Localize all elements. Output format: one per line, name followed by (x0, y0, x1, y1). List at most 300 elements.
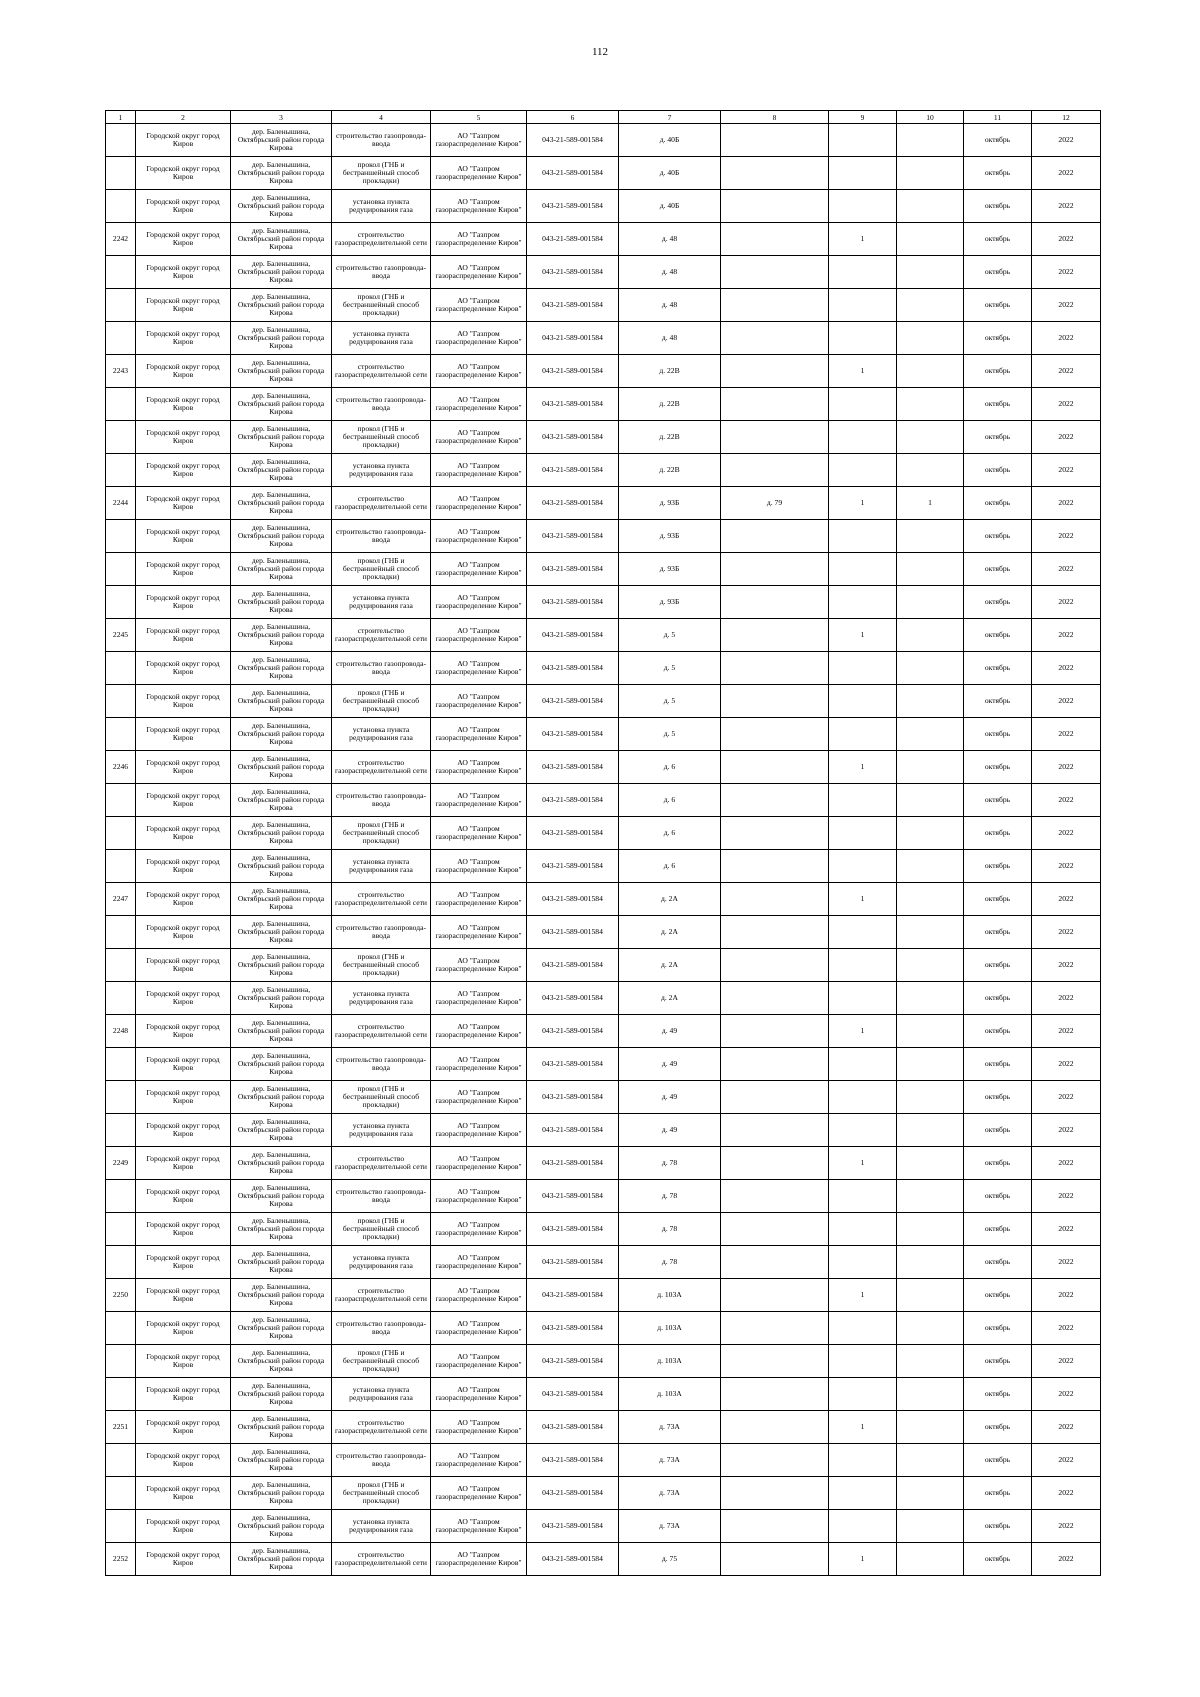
organization-cell (431, 883, 527, 916)
table-row (106, 1378, 1101, 1411)
location-cell-text: дер. Баленышина, Октябрьский район города Кирова (237, 1217, 325, 1241)
location-cell (231, 817, 332, 850)
month-cell-text: октябрь (984, 1060, 1011, 1068)
district-cell (136, 256, 231, 289)
code-cell-text: 043-21-589-001584 (542, 367, 603, 375)
district-cell (136, 784, 231, 817)
organization-cell-text: АО "Газпром газораспределение Киров" (435, 792, 522, 808)
col9-cell (829, 619, 897, 652)
house-cell-text: д. 78 (661, 1258, 678, 1266)
col10-cell (897, 652, 964, 685)
month-cell-text: октябрь (984, 169, 1011, 177)
district-cell-text: Городской округ город Киров (146, 1386, 220, 1402)
district-cell-text: Городской округ город Киров (146, 660, 220, 676)
work-type-cell (332, 586, 431, 619)
col9-cell (829, 388, 897, 421)
row-number-cell-text: 2249 (112, 1159, 129, 1167)
month-cell (964, 916, 1032, 949)
house-cell (619, 586, 721, 619)
location-cell-text: дер. Баленышина, Октябрьский район города Кирова (237, 392, 325, 416)
col8-cell (721, 454, 829, 487)
code-cell (527, 982, 619, 1015)
location-cell-text: дер. Баленышина, Октябрьский район города Кирова (237, 1448, 325, 1472)
work-type-cell (332, 190, 431, 223)
work-type-cell-text: строительство газопровода-ввода (335, 132, 427, 148)
house-cell (619, 1246, 721, 1279)
house-cell-text: д. 103А (657, 1357, 682, 1365)
organization-cell (431, 652, 527, 685)
col8-cell (721, 289, 829, 322)
organization-cell (431, 949, 527, 982)
month-cell-text: октябрь (984, 1522, 1011, 1530)
row-number-cell (106, 157, 136, 190)
organization-cell-text: АО "Газпром газораспределение Киров" (435, 627, 522, 643)
district-cell (136, 586, 231, 619)
code-cell-text: 043-21-589-001584 (542, 1357, 603, 1365)
year-cell-text: 2022 (1058, 565, 1074, 573)
district-cell-text: Городской округ город Киров (146, 528, 220, 544)
month-cell-text: октябрь (984, 1390, 1011, 1398)
table-header (106, 111, 1101, 124)
code-cell-text: 043-21-589-001584 (542, 730, 603, 738)
table-row (106, 1477, 1101, 1510)
col10-cell (897, 850, 964, 883)
organization-cell-text: АО "Газпром газораспределение Киров" (435, 594, 522, 610)
column-header: 2 (136, 111, 231, 124)
code-cell (527, 190, 619, 223)
work-type-cell-text: строительство газопровода-ввода (335, 1452, 427, 1468)
code-cell (527, 1279, 619, 1312)
month-cell-text: октябрь (984, 1555, 1011, 1563)
house-cell (619, 1543, 721, 1576)
year-cell (1032, 322, 1101, 355)
year-cell (1032, 586, 1101, 619)
code-cell-text: 043-21-589-001584 (542, 994, 603, 1002)
organization-cell-text: АО "Газпром газораспределение Киров" (435, 1287, 522, 1303)
location-cell (231, 982, 332, 1015)
location-cell-text: дер. Баленышина, Октябрьский район города Кирова (237, 260, 325, 284)
row-number-cell (106, 718, 136, 751)
district-cell (136, 157, 231, 190)
col10-cell (897, 982, 964, 1015)
district-cell (136, 223, 231, 256)
col8-cell (721, 1543, 829, 1576)
house-cell-text: д. 93Б (659, 598, 680, 606)
row-number-cell-text: 2247 (112, 895, 129, 903)
location-cell-text: дер. Баленышина, Октябрьский район города Кирова (237, 359, 325, 383)
code-cell (527, 355, 619, 388)
code-cell (527, 1510, 619, 1543)
year-cell-text: 2022 (1058, 136, 1074, 144)
code-cell-text: 043-21-589-001584 (542, 631, 603, 639)
month-cell (964, 487, 1032, 520)
district-cell-text: Городской округ город Киров (146, 231, 220, 247)
col10-cell (897, 289, 964, 322)
code-cell-text: 043-21-589-001584 (542, 1555, 603, 1563)
work-type-cell (332, 1114, 431, 1147)
work-type-cell (332, 1147, 431, 1180)
work-type-cell-text: строительство газопровода-ввода (335, 792, 427, 808)
work-type-cell-text: строительство газораспределительной сети (335, 495, 427, 511)
district-cell (136, 1147, 231, 1180)
col9-cell (829, 1180, 897, 1213)
house-cell (619, 1510, 721, 1543)
work-type-cell-text: установка пункта редуцирования газа (349, 1386, 413, 1402)
organization-cell (431, 751, 527, 784)
house-cell (619, 124, 721, 157)
location-cell-text: дер. Баленышина, Октябрьский район города Кирова (237, 491, 325, 515)
row-number-cell (106, 322, 136, 355)
work-type-cell-text: прокол (ГНБ и бестраншейный способ прокладки) (342, 953, 420, 977)
organization-cell-text: АО "Газпром газораспределение Киров" (435, 1452, 522, 1468)
organization-cell (431, 1411, 527, 1444)
house-cell (619, 982, 721, 1015)
district-cell (136, 454, 231, 487)
col10-cell (897, 223, 964, 256)
col10-cell (897, 1411, 964, 1444)
row-number-cell-text: 2243 (112, 367, 129, 375)
row-number-cell (106, 652, 136, 685)
col8-cell (721, 685, 829, 718)
house-cell (619, 1114, 721, 1147)
code-cell-text: 043-21-589-001584 (542, 1225, 603, 1233)
work-type-cell (332, 685, 431, 718)
work-type-cell (332, 916, 431, 949)
col9-cell (829, 850, 897, 883)
col9-cell (829, 949, 897, 982)
organization-cell (431, 784, 527, 817)
col8-cell (721, 586, 829, 619)
location-cell-text: дер. Баленышина, Октябрьский район города Кирова (237, 1283, 325, 1307)
col8-cell (721, 1081, 829, 1114)
code-cell-text: 043-21-589-001584 (542, 763, 603, 771)
district-cell (136, 289, 231, 322)
row-number-cell (106, 685, 136, 718)
location-cell-text: дер. Баленышина, Октябрьский район города Кирова (237, 689, 325, 713)
location-cell (231, 784, 332, 817)
work-type-cell (332, 817, 431, 850)
organization-cell (431, 421, 527, 454)
year-cell (1032, 289, 1101, 322)
code-cell-text: 043-21-589-001584 (542, 1423, 603, 1431)
row-number-cell (106, 223, 136, 256)
col9-cell (829, 256, 897, 289)
organization-cell-text: АО "Газпром газораспределение Киров" (435, 396, 522, 412)
month-cell-text: октябрь (984, 928, 1011, 936)
district-cell-text: Городской округ город Киров (146, 1056, 220, 1072)
code-cell-text: 043-21-589-001584 (542, 268, 603, 276)
row-number-cell (106, 1477, 136, 1510)
location-cell-text: дер. Баленышина, Октябрьский район города Кирова (237, 755, 325, 779)
house-cell-text: д. 48 (661, 268, 678, 276)
col9-cell (829, 817, 897, 850)
organization-cell-text: АО "Газпром газораспределение Киров" (435, 165, 522, 181)
col10-cell (897, 421, 964, 454)
row-number-cell (106, 520, 136, 553)
district-cell-text: Городской округ город Киров (146, 1419, 220, 1435)
house-cell-text: д. 78 (661, 1225, 678, 1233)
work-type-cell (332, 718, 431, 751)
organization-cell-text: АО "Газпром газораспределение Киров" (435, 363, 522, 379)
code-cell-text: 043-21-589-001584 (542, 169, 603, 177)
house-cell-text: д. 49 (661, 1093, 678, 1101)
column-header: 6 (527, 111, 619, 124)
year-cell (1032, 1081, 1101, 1114)
house-cell (619, 553, 721, 586)
organization-cell (431, 586, 527, 619)
location-cell (231, 157, 332, 190)
table-row (106, 883, 1101, 916)
work-type-cell-text: строительство газораспределительной сети (335, 1551, 427, 1567)
code-cell-text: 043-21-589-001584 (542, 598, 603, 606)
work-type-cell (332, 421, 431, 454)
col8-cell (721, 1114, 829, 1147)
organization-cell (431, 223, 527, 256)
month-cell (964, 1213, 1032, 1246)
col8-cell (721, 883, 829, 916)
district-cell (136, 1180, 231, 1213)
year-cell-text: 2022 (1058, 1555, 1074, 1563)
house-cell-text: д. 22В (659, 433, 680, 441)
code-cell (527, 1081, 619, 1114)
col9-cell (829, 322, 897, 355)
house-cell-text: д. 49 (661, 1126, 678, 1134)
work-type-cell-text: установка пункта редуцирования газа (349, 330, 413, 346)
row-number-cell-text: 2242 (112, 235, 129, 243)
work-type-cell (332, 1081, 431, 1114)
district-cell (136, 487, 231, 520)
work-type-cell (332, 1411, 431, 1444)
col9-cell-text: 1 (860, 1291, 865, 1299)
col10-cell (897, 1477, 964, 1510)
location-cell-text: дер. Баленышина, Октябрьский район города Кирова (237, 590, 325, 614)
location-cell-text: дер. Баленышина, Октябрьский район города Кирова (237, 1250, 325, 1274)
location-cell-text: дер. Баленышина, Октябрьский район города Кирова (237, 1514, 325, 1538)
location-cell-text: дер. Баленышина, Октябрьский район города Кирова (237, 1019, 325, 1043)
col9-cell (829, 520, 897, 553)
district-cell-text: Городской округ город Киров (146, 132, 220, 148)
col8-cell (721, 223, 829, 256)
year-cell-text: 2022 (1058, 631, 1074, 639)
month-cell-text: октябрь (984, 994, 1011, 1002)
month-cell-text: октябрь (984, 631, 1011, 639)
organization-cell-text: АО "Газпром газораспределение Киров" (435, 528, 522, 544)
work-type-cell-text: установка пункта редуцирования газа (349, 726, 413, 742)
month-cell (964, 850, 1032, 883)
year-cell (1032, 487, 1101, 520)
organization-cell-text: АО "Газпром газораспределение Киров" (435, 759, 522, 775)
code-cell-text: 043-21-589-001584 (542, 862, 603, 870)
organization-cell (431, 1543, 527, 1576)
row-number-cell (106, 586, 136, 619)
location-cell-text: дер. Баленышина, Октябрьский район города Кирова (237, 425, 325, 449)
month-cell (964, 1246, 1032, 1279)
row-number-cell-text: 2248 (112, 1027, 129, 1035)
col10-cell (897, 619, 964, 652)
col10-cell (897, 256, 964, 289)
district-cell (136, 1510, 231, 1543)
work-type-cell (332, 1477, 431, 1510)
col10-cell (897, 1147, 964, 1180)
house-cell-text: д. 5 (663, 631, 676, 639)
col9-cell (829, 982, 897, 1015)
district-cell (136, 1312, 231, 1345)
table-row (106, 1213, 1101, 1246)
work-type-cell-text: строительство газопровода-ввода (335, 264, 427, 280)
district-cell-text: Городской округ город Киров (146, 825, 220, 841)
register-table (105, 110, 1101, 1576)
year-cell (1032, 1147, 1101, 1180)
house-cell-text: д. 5 (663, 730, 676, 738)
code-cell-text: 043-21-589-001584 (542, 202, 603, 210)
organization-cell-text: АО "Газпром газораспределение Киров" (435, 1518, 522, 1534)
month-cell (964, 1048, 1032, 1081)
organization-cell-text: АО "Газпром газораспределение Киров" (435, 330, 522, 346)
col10-cell (897, 553, 964, 586)
work-type-cell (332, 1378, 431, 1411)
year-cell-text: 2022 (1058, 1192, 1074, 1200)
row-number-cell (106, 487, 136, 520)
location-cell-text: дер. Баленышина, Октябрьский район города Кирова (237, 128, 325, 152)
month-cell-text: октябрь (984, 1192, 1011, 1200)
col9-cell (829, 124, 897, 157)
col9-cell (829, 1312, 897, 1345)
month-cell-text: октябрь (984, 202, 1011, 210)
year-cell (1032, 1312, 1101, 1345)
month-cell (964, 1477, 1032, 1510)
location-cell-text: дер. Баленышина, Октябрьский район города Кирова (237, 1184, 325, 1208)
district-cell (136, 1543, 231, 1576)
code-cell-text: 043-21-589-001584 (542, 697, 603, 705)
year-cell-text: 2022 (1058, 796, 1074, 804)
house-cell-text: д. 78 (661, 1159, 678, 1167)
work-type-cell (332, 223, 431, 256)
district-cell (136, 1378, 231, 1411)
code-cell-text: 043-21-589-001584 (542, 433, 603, 441)
house-cell-text: д. 6 (663, 862, 676, 870)
col9-cell (829, 1048, 897, 1081)
row-number-cell (106, 916, 136, 949)
house-cell (619, 1477, 721, 1510)
location-cell-text: дер. Баленышина, Октябрьский район города Кирова (237, 1151, 325, 1175)
work-type-cell (332, 1444, 431, 1477)
work-type-cell (332, 1180, 431, 1213)
col9-cell-text: 1 (860, 1555, 865, 1563)
col9-cell (829, 454, 897, 487)
house-cell-text: д. 93Б (659, 499, 680, 507)
row-number-cell (106, 1213, 136, 1246)
col9-cell-text: 1 (860, 235, 865, 243)
work-type-cell (332, 355, 431, 388)
location-cell (231, 949, 332, 982)
district-cell-text: Городской округ город Киров (146, 693, 220, 709)
organization-cell-text: АО "Газпром газораспределение Киров" (435, 429, 522, 445)
code-cell-text: 043-21-589-001584 (542, 1324, 603, 1332)
month-cell (964, 289, 1032, 322)
code-cell (527, 124, 619, 157)
month-cell-text: октябрь (984, 136, 1011, 144)
work-type-cell (332, 1510, 431, 1543)
code-cell (527, 289, 619, 322)
district-cell (136, 322, 231, 355)
table-row (106, 784, 1101, 817)
col9-cell (829, 751, 897, 784)
code-cell-text: 043-21-589-001584 (542, 1456, 603, 1464)
year-cell-text: 2022 (1058, 301, 1074, 309)
month-cell-text: октябрь (984, 1027, 1011, 1035)
col8-cell (721, 190, 829, 223)
organization-cell-text: АО "Газпром газораспределение Киров" (435, 693, 522, 709)
house-cell (619, 718, 721, 751)
house-cell-text: д. 103А (657, 1324, 682, 1332)
col8-cell (721, 322, 829, 355)
col8-cell (721, 751, 829, 784)
row-number-cell (106, 1279, 136, 1312)
location-cell (231, 190, 332, 223)
table-row (106, 388, 1101, 421)
work-type-cell-text: установка пункта редуцирования газа (349, 594, 413, 610)
house-cell-text: д. 73А (659, 1456, 680, 1464)
col8-cell (721, 1312, 829, 1345)
page-number: 112 (591, 46, 609, 58)
house-cell-text: д. 6 (663, 796, 676, 804)
year-cell (1032, 190, 1101, 223)
month-cell (964, 784, 1032, 817)
col8-cell (721, 817, 829, 850)
work-type-cell-text: строительство газораспределительной сети (335, 759, 427, 775)
work-type-cell-text: строительство газопровода-ввода (335, 1056, 427, 1072)
col9-cell (829, 1510, 897, 1543)
col8-cell (721, 1378, 829, 1411)
code-cell (527, 1048, 619, 1081)
col10-cell (897, 1180, 964, 1213)
location-cell (231, 916, 332, 949)
organization-cell (431, 1114, 527, 1147)
code-cell (527, 718, 619, 751)
house-cell (619, 256, 721, 289)
col10-cell (897, 1015, 964, 1048)
district-cell (136, 685, 231, 718)
col8-cell (721, 1345, 829, 1378)
table-row (106, 1015, 1101, 1048)
organization-cell-text: АО "Газпром газораспределение Киров" (435, 1551, 522, 1567)
row-number-cell (106, 817, 136, 850)
month-cell (964, 1081, 1032, 1114)
code-cell-text: 043-21-589-001584 (542, 1291, 603, 1299)
month-cell (964, 883, 1032, 916)
col9-cell (829, 685, 897, 718)
organization-cell (431, 850, 527, 883)
col10-cell (897, 355, 964, 388)
col8-cell (721, 1444, 829, 1477)
month-cell (964, 223, 1032, 256)
table-row (106, 454, 1101, 487)
organization-cell (431, 322, 527, 355)
year-cell-text: 2022 (1058, 1324, 1074, 1332)
column-header: 10 (897, 111, 964, 124)
year-cell (1032, 520, 1101, 553)
work-type-cell-text: прокол (ГНБ и бестраншейный способ прокладки) (342, 425, 420, 449)
month-cell (964, 124, 1032, 157)
location-cell (231, 388, 332, 421)
col8-cell (721, 850, 829, 883)
code-cell-text: 043-21-589-001584 (542, 664, 603, 672)
col8-cell (721, 1015, 829, 1048)
col9-cell (829, 1444, 897, 1477)
col9-cell (829, 190, 897, 223)
district-cell-text: Городской округ город Киров (146, 924, 220, 940)
year-cell (1032, 1477, 1101, 1510)
